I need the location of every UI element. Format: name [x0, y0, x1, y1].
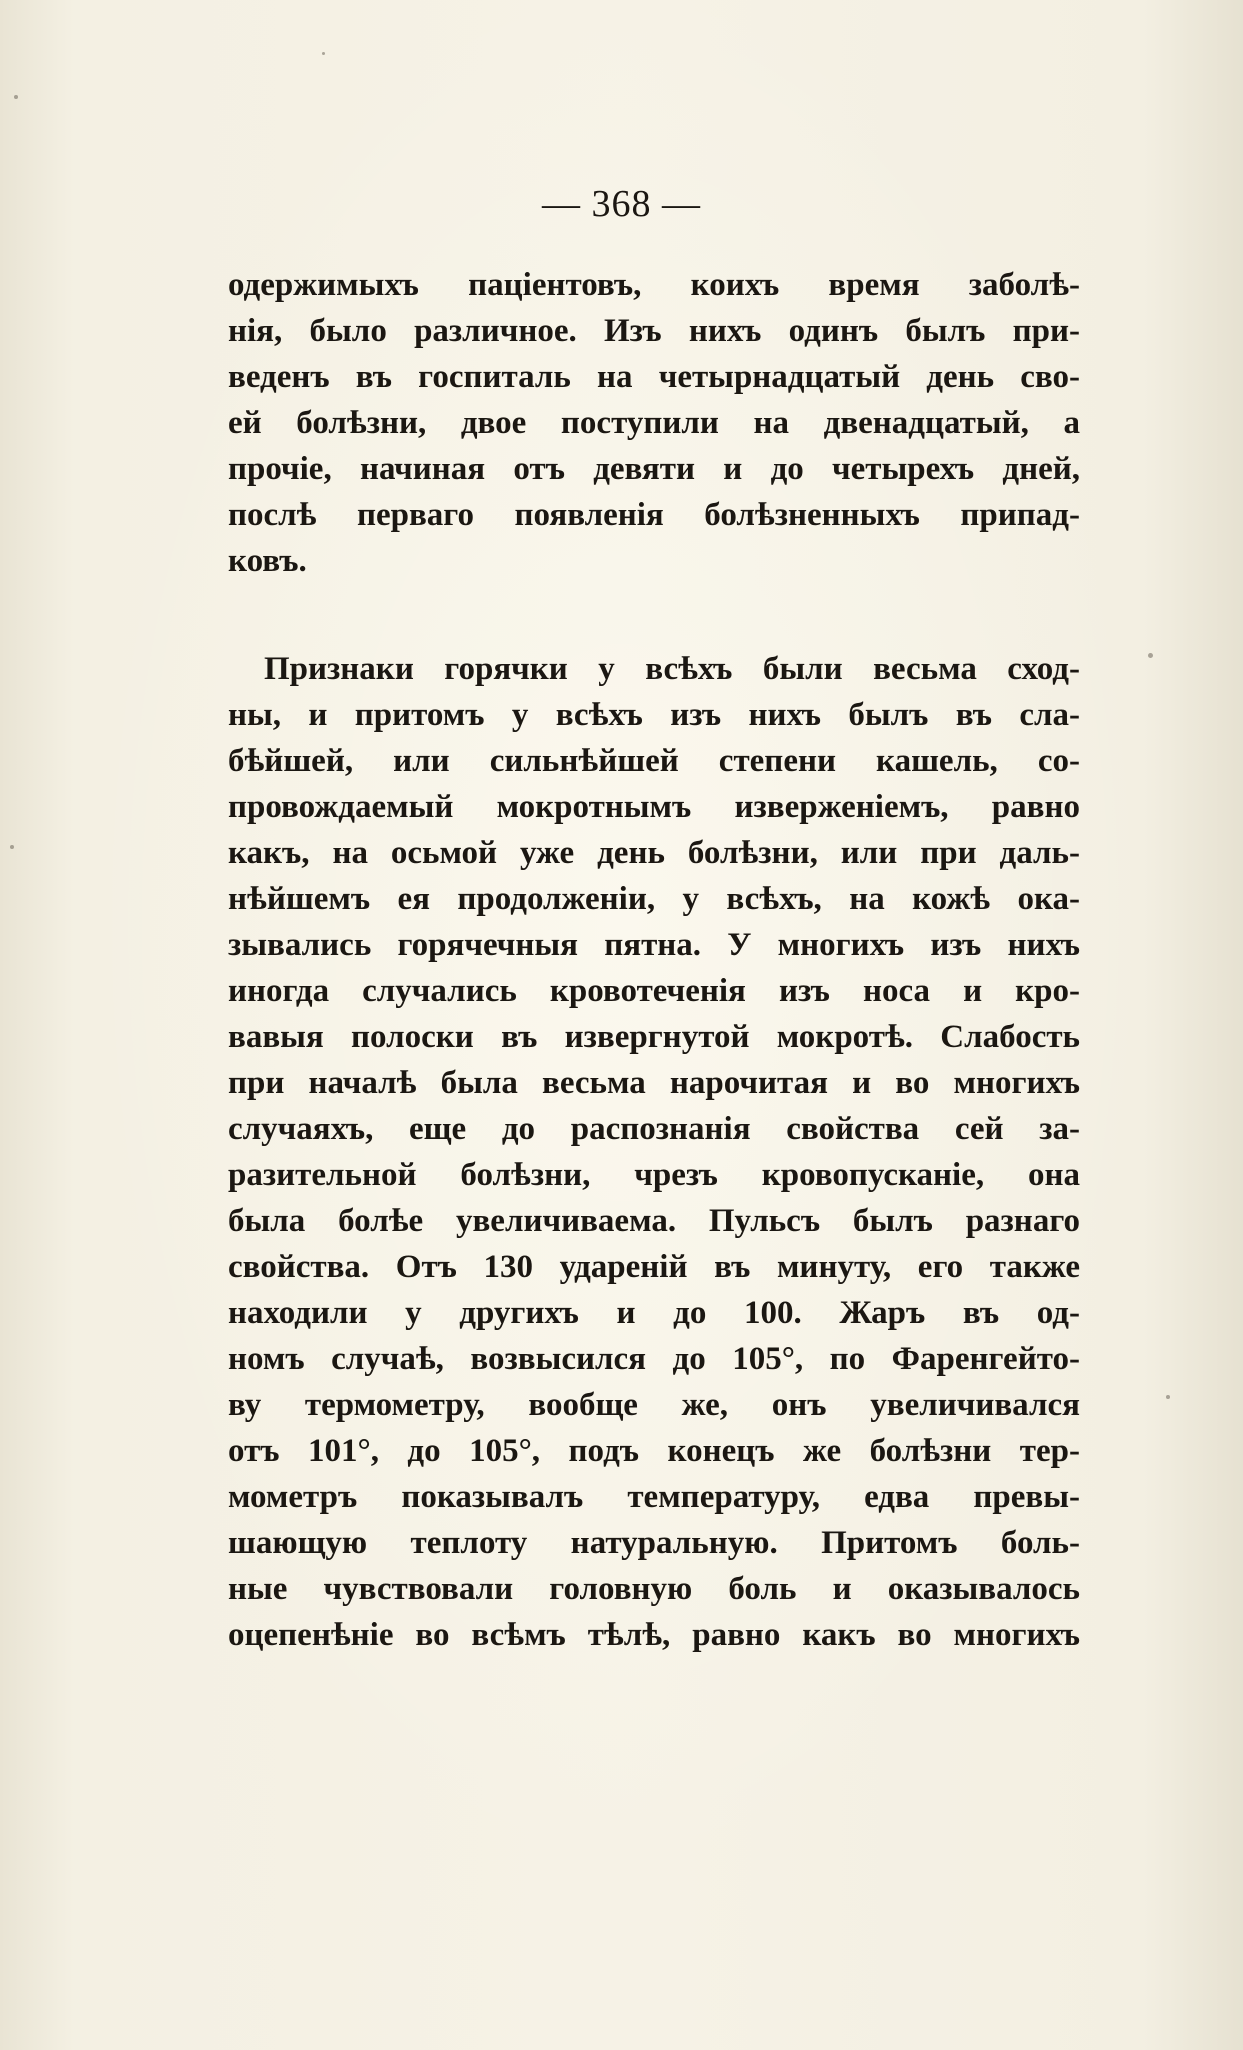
- text-line: случаяхъ, еще до распознанiя свойства сей за-: [228, 1111, 1080, 1147]
- page-number: — 368 —: [542, 183, 701, 225]
- text-line: свойства. Отъ 130 ударенiй въ минуту, его также: [228, 1249, 1080, 1285]
- text-line: послѣ перваго появленiя болѣзненныхъ припад-: [228, 497, 1080, 533]
- paragraph-1: [228, 262, 1080, 584]
- text-line: шающую теплоту натуральную. Притомъ боль-: [228, 1525, 1080, 1561]
- text-line: нѣйшемъ ея продолженiи, у всѣхъ, на кожѣ ока-: [228, 881, 1080, 917]
- text-line: бѣйшей, или сильнѣйшей степени кашель, со-: [228, 743, 1080, 779]
- text-line: отъ 101°, до 105°, подъ конецъ же болѣзни тер-: [228, 1433, 1080, 1469]
- paper-speck: [1166, 1395, 1170, 1399]
- text-line: разительной болѣзни, чрезъ кровопусканiе, она: [228, 1157, 1080, 1193]
- text-line: Признаки горячки у всѣхъ были весьма сход-: [264, 651, 1080, 687]
- text-line: при началѣ была весьма нарочитая и во многихъ: [228, 1065, 1080, 1101]
- text-line: зывались горячечныя пятна. У многихъ изъ нихъ: [228, 927, 1080, 963]
- text-line: находили у другихъ и до 100. Жаръ въ од-: [228, 1295, 1080, 1331]
- text-line: веденъ въ госпиталь на четырнадцатый день сво-: [228, 359, 1080, 395]
- text-line: нiя, было различное. Изъ нихъ одинъ былъ при-: [228, 313, 1080, 349]
- paper-speck: [322, 52, 325, 55]
- paper-speck: [1148, 653, 1153, 658]
- text-line: иногда случались кровотеченiя изъ носа и кро-: [228, 973, 1080, 1009]
- text-line: ковъ.: [228, 543, 307, 579]
- text-line: какъ, на осьмой уже день болѣзни, или при даль-: [228, 835, 1080, 871]
- text-line: одержимыхъ пацiентовъ, коихъ время заболѣ-: [228, 267, 1080, 303]
- text-line: вавыя полоски въ извергнутой мокротѣ. Слабость: [228, 1019, 1080, 1055]
- text-line: ны, и притомъ у всѣхъ изъ нихъ былъ въ сла-: [228, 697, 1080, 733]
- text-line: мометръ показывалъ температуру, едва превы-: [228, 1479, 1080, 1515]
- text-line: ву термометру, вообще же, онъ увеличивался: [228, 1387, 1080, 1423]
- text-line: оцепенѣнiе во всѣмъ тѣлѣ, равно какъ во многихъ: [228, 1617, 1080, 1653]
- text-line: была болѣе увеличиваема. Пульсъ былъ разнаго: [228, 1203, 1080, 1239]
- paragraph-2: [228, 646, 1080, 1658]
- text-line: ей болѣзни, двое поступили на двенадцатый, а: [228, 405, 1080, 441]
- text-line: прочiе, начиная отъ девяти и до четырехъ дней,: [228, 451, 1080, 487]
- text-line: ные чувствовали головную боль и оказывалось: [228, 1571, 1080, 1607]
- text-line: номъ случаѣ, возвысился до 105°, по Фаренгейто-: [228, 1341, 1080, 1377]
- paper-speck: [14, 95, 18, 99]
- text-line: провождаемый мокротнымъ изверженiемъ, равно: [228, 789, 1080, 825]
- paper-speck: [10, 845, 14, 849]
